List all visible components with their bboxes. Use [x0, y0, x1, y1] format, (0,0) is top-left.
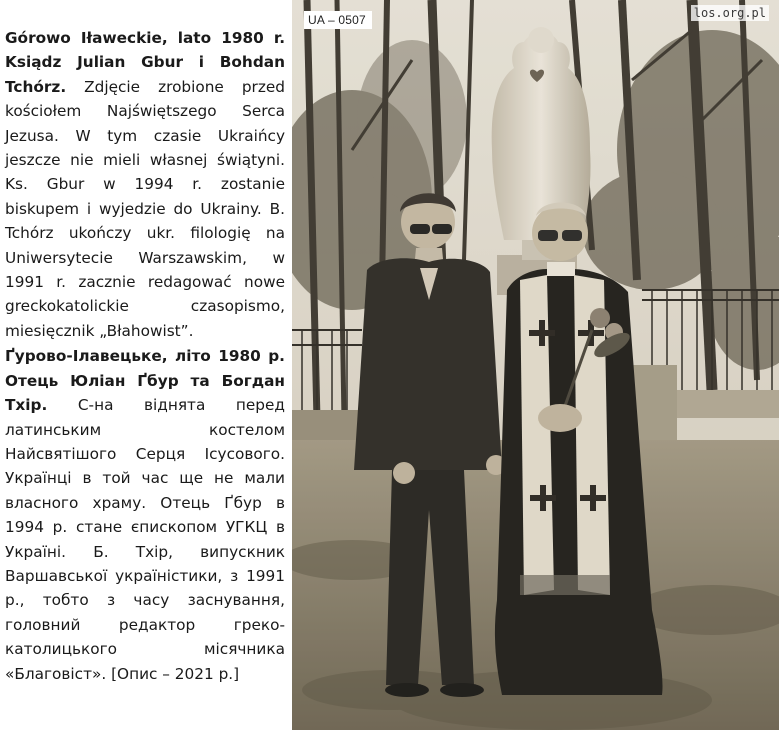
caption-panel: [0, 0, 292, 730]
sepia-tint: [292, 0, 779, 730]
caption-ukrainian: [5, 344, 285, 686]
caption-polish-body: Zdjęcie zrobione przed kościołem Najświętszego Serca Jezusa. W tym czasie Ukraińcy jeszcze nie mieli własnej świątyni. Ks. Gbur w 1994 r. zostanie biskupem i wyjedzie do Ukrainy. B. Tchórz ukończy ukr. filologię na Uniwersytecie Warszawskim, w 1991 r. zacznie redagować nowe greckokatolickie czasopismo, miesięcznik „Błahowist”.: [5, 77, 285, 340]
historical-photograph: [292, 0, 779, 730]
caption-ukrainian-title: Ґурово-Ілавецьке, літо 1980 р. Отець Юліан Ґбур та Богдан Тхір.: [5, 347, 285, 415]
caption-polish: [5, 26, 285, 343]
photograph-scene: [292, 0, 779, 730]
photo-id-label: UA – 0507: [304, 11, 372, 29]
caption-polish-title: Górowo Iławeckie, lato 1980 r. Ksiądz Julian Gbur i Bohdan Tchórz.: [5, 29, 285, 96]
site-watermark: los.org.pl: [691, 5, 769, 21]
caption-ukrainian-body: С-на віднята перед латинським костелом Найсвятішого Серця Ісусового. Українці в той час ще не мали власного храму. Отець Ґбур в 1994 р. стане єпископом УГКЦ в Україні. Б. Тхір, випускник Варшавської україністики, з 1991 р., тобто з часу заснування, головний редактор греко-католицького місячника «Благовіст». [Опис – 2021 р.]: [5, 396, 285, 683]
